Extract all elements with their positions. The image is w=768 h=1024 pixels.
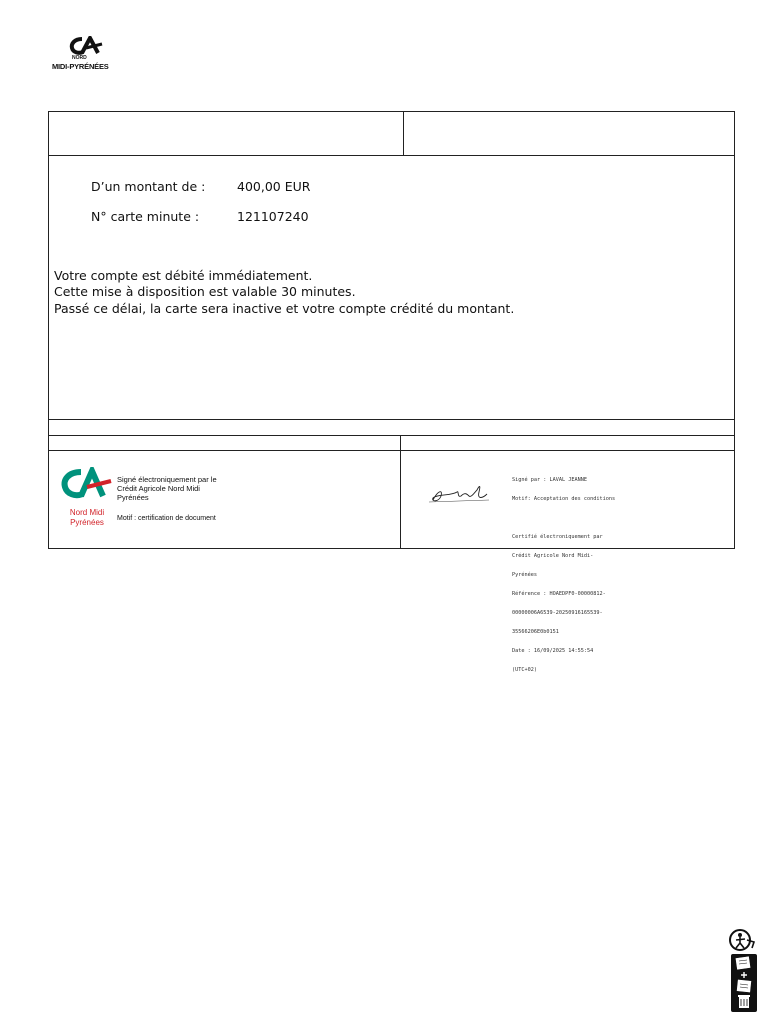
- bank-signed-line-2: Crédit Agricole Nord Midi: [117, 484, 200, 493]
- logo-line-1: NORD: [72, 55, 87, 61]
- message-line-2: Cette mise à disposition est valable 30 minutes.: [54, 284, 356, 300]
- sig-detail-line: Pyrénées: [512, 571, 537, 578]
- divider: [400, 435, 401, 549]
- credit-agricole-logo-top: [52, 36, 124, 76]
- divider: [403, 112, 404, 155]
- ca-logo-icon: [68, 36, 108, 56]
- bank-signed-line-1: Signé électroniquement par le: [117, 475, 217, 484]
- bank-logo-line-1: Nord Midi: [69, 508, 105, 517]
- sig-detail-line: Signé par : LAVAL JEANNE: [512, 476, 587, 483]
- sig-detail-line: Référence : HOAEDPF0-00000812-: [512, 590, 606, 597]
- logo-line-2: MIDI-PYRÉNÉES: [52, 62, 109, 71]
- bank-signed-text: [117, 475, 217, 502]
- sig-detail-line: Crédit Agricole Nord Midi-: [512, 552, 594, 559]
- bank-motif: Motif : certification de document: [117, 515, 216, 522]
- document-frame: [48, 111, 735, 673]
- divider: [49, 450, 734, 451]
- message-block: [54, 268, 514, 317]
- sig-detail-line: (UTC+02): [512, 667, 537, 673]
- sig-detail-line: Motif: Acceptation des conditions: [512, 495, 616, 502]
- divider: [49, 435, 734, 436]
- ca-logo-color-icon: [59, 467, 117, 503]
- divider: [49, 419, 734, 420]
- amount-label: D’un montant de :: [91, 179, 206, 194]
- message-line-1: Votre compte est débité immédiatement.: [54, 268, 313, 283]
- sig-detail-line: [512, 515, 615, 521]
- sig-detail-line: 35566206E0b0151: [512, 628, 559, 635]
- divider: [49, 155, 734, 156]
- card-value: 121107240: [237, 209, 309, 224]
- sig-detail-line: Date : 16/09/2025 14:55:54: [512, 647, 594, 654]
- bank-signature-logo: [59, 467, 119, 531]
- card-label: N° carte minute :: [91, 209, 200, 224]
- sig-detail-line: Certifié électroniquement par: [512, 533, 603, 540]
- bank-signed-line-3: Pyrénées: [117, 493, 149, 502]
- paper-sorting-icon: [730, 953, 758, 1013]
- handwritten-signature-icon: [427, 478, 493, 508]
- amount-value: 400,00 EUR: [237, 179, 311, 194]
- triman-recycling-icon: [728, 928, 758, 952]
- message-line-3: Passé ce délai, la carte sera inactive et votre compte crédité du montant.: [54, 300, 515, 316]
- bank-logo-line-2: Pyrénées: [70, 517, 104, 527]
- sig-detail-line: 00000006A6539-20250916165539-: [512, 609, 603, 616]
- client-signature-details: [512, 464, 615, 686]
